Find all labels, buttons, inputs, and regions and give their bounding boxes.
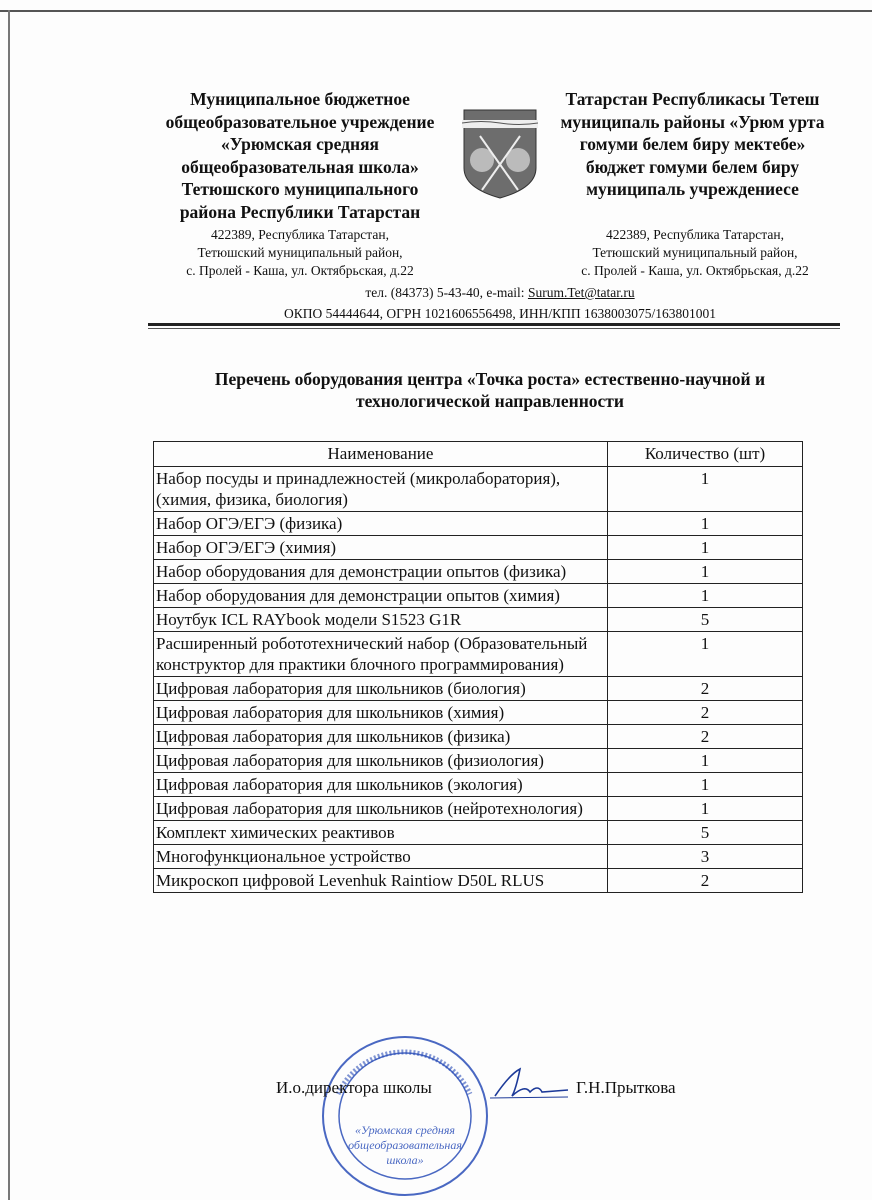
text-line: с. Пролей - Каша, ул. Октябрьская, д.22 [186,263,414,278]
equipment-quantity: 2 [608,677,803,701]
equipment-quantity: 1 [608,536,803,560]
equipment-name: Набор оборудования для демонстрации опытов (физика) [154,560,608,584]
equipment-quantity: 1 [608,632,803,677]
equipment-name: Набор ОГЭ/ЕГЭ (химия) [154,536,608,560]
table-row [154,677,803,701]
equipment-quantity: 3 [608,845,803,869]
text-line: муниципаль районы «Урюм урта [560,111,825,132]
divider [148,323,840,326]
text-line: Тетюшский муниципальный район, [592,245,798,260]
equipment-quantity: 1 [608,749,803,773]
equipment-quantity: 1 [608,584,803,608]
equipment-name: Цифровая лаборатория для школьников (биология) [154,677,608,701]
equipment-name: Микроскоп цифровой Levenhuk Raintiow D50L RLUS [154,869,608,893]
handwritten-signature [490,1064,570,1104]
table-row [154,632,803,677]
table-row [154,797,803,821]
equipment-quantity: 2 [608,725,803,749]
text-line: гомуми белем биру мектебе» [579,134,806,154]
official-stamp [320,1034,490,1198]
left-org-name [140,88,460,223]
stamp-text: «Урюмская средняя [354,1123,456,1137]
table-header-row [154,442,803,467]
right-org-name [535,88,850,201]
table-row [154,467,803,512]
text-line: бюджет гомуми белем биру [585,156,800,177]
table-row [154,584,803,608]
equipment-table [153,441,803,893]
equipment-name: Цифровая лаборатория для школьников (нейротехнология) [154,797,608,821]
table-row [154,749,803,773]
text-line: района Республики Татарстан [179,201,421,222]
equipment-name: Набор ОГЭ/ЕГЭ (физика) [154,512,608,536]
stamp-text: общеобразовательная [348,1138,462,1152]
column-header-name: Наименование [154,442,608,467]
text-line: Муниципальное бюджетное [190,89,410,109]
text-line: «Урюмская средняя [220,134,380,154]
text-line: общеобразовательная школа» [181,156,419,177]
text-line: Тетюшского муниципального [181,179,419,199]
text-line: муниципаль учреждениесе [586,179,799,199]
equipment-name: Комплект химических реактивов [154,821,608,845]
equipment-name: Расширенный робототехнический набор (Образовательный конструктор для практики блочного программирования) [154,632,608,677]
column-header-qty: Количество (шт) [608,442,803,467]
scan-edge [0,10,872,12]
text-line: общеобразовательное учреждение [165,111,435,132]
divider [148,328,840,329]
stamp-text: школа» [386,1153,424,1167]
text-line: 422389, Республика Татарстан, [211,227,389,242]
signatory-position: И.о.директора школы [276,1078,432,1097]
equipment-name: Набор посуды и принадлежностей (микролаборатория), (химия, физика, биология) [154,467,608,512]
contact-line [150,285,850,301]
right-address [545,226,845,280]
equipment-quantity: 2 [608,701,803,725]
text-line: Тетюшский муниципальный район, [197,245,403,260]
equipment-quantity: 1 [608,512,803,536]
equipment-name: Ноутбук ICL RAYbook модели S1523 G1R [154,608,608,632]
table-row [154,821,803,845]
table-row [154,701,803,725]
text-line: 422389, Республика Татарстан, [606,227,784,242]
table-row [154,512,803,536]
equipment-name: Цифровая лаборатория для школьников (химия) [154,701,608,725]
equipment-quantity: 5 [608,608,803,632]
scan-edge [8,10,10,1200]
equipment-quantity: 5 [608,821,803,845]
email-link[interactable]: Surum.Tet@tatar.ru [527,285,635,300]
table-row [154,869,803,893]
text-line: с. Пролей - Каша, ул. Октябрьская, д.22 [581,263,809,278]
text-line: Перечень оборудования центра «Точка роста» естественно-научной и [214,369,766,389]
text-line: Татарстан Республикасы Тетеш [565,89,820,109]
text-line: технологической направленности [356,391,624,411]
equipment-name: Цифровая лаборатория для школьников (физиология) [154,749,608,773]
table-row [154,608,803,632]
left-address [150,226,450,280]
table-row [154,536,803,560]
registry-line: ОКПО 54444644, ОГРН 1021606556498, ИНН/КПП 1638003075/163801001 [284,306,716,321]
equipment-quantity: 1 [608,560,803,584]
equipment-name: Набор оборудования для демонстрации опытов (химия) [154,584,608,608]
equipment-quantity: 1 [608,773,803,797]
coat-of-arms-icon [462,108,538,200]
table-row [154,845,803,869]
table-row [154,560,803,584]
equipment-quantity: 1 [608,797,803,821]
equipment-name: Цифровая лаборатория для школьников (физика) [154,725,608,749]
equipment-name: Цифровая лаборатория для школьников (экология) [154,773,608,797]
equipment-name: Многофункциональное устройство [154,845,608,869]
signatory-name: Г.Н.Прыткова [576,1078,676,1097]
equipment-quantity: 2 [608,869,803,893]
equipment-quantity: 1 [608,467,803,512]
phone-text: тел. (84373) 5-43-40, e-mail: [365,285,528,300]
table-row [154,725,803,749]
document-title [150,368,830,412]
table-row [154,773,803,797]
